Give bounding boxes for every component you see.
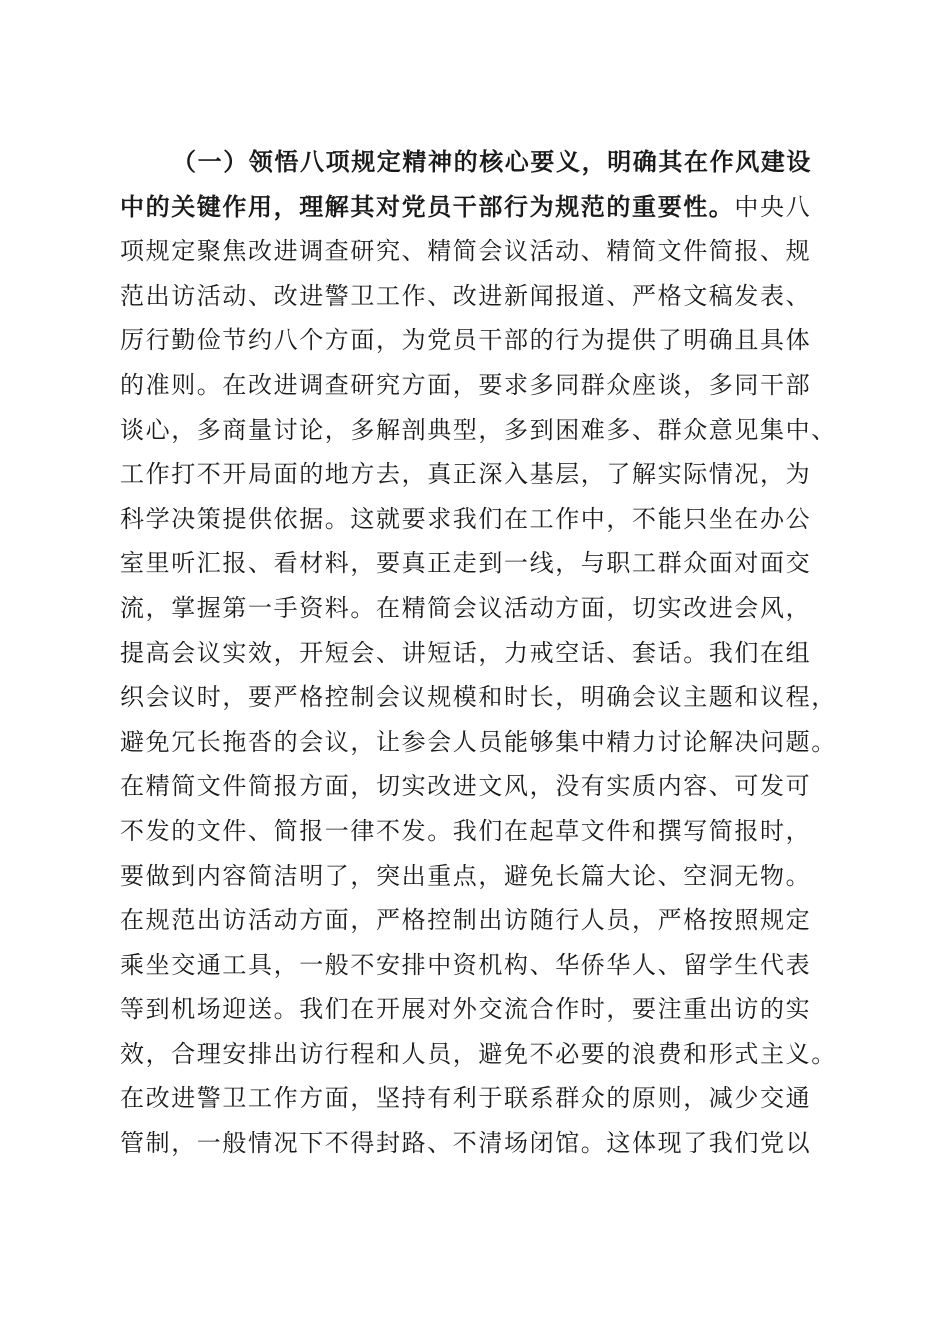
text-segment: 不发的文件、简报一律不发。我们在起草文件和撰写简报时， [120,816,812,845]
text-segment: 要做到内容简洁明了，突出重点，避免长篇大论、空洞无物。 [120,861,812,890]
text-line [120,1076,840,1121]
text-segment: 在改进警卫工作方面，坚持有利于联系群众的原则，减少交通 [120,1084,812,1113]
text-segment: 室里听汇报、看材料，要真正走到一线，与职工群众面对面交 [120,549,812,578]
text-segment: 科学决策提供依据。这就要求我们在工作中，不能只坐在办公 [120,504,812,533]
text-segment: 提高会议实效，开短会、讲短话，力戒空话、套话。我们在组 [120,638,812,667]
text-line [120,854,840,899]
text-line [120,274,840,319]
bold-text-segment: （一）领悟八项规定精神的核心要义，明确其在作风建设 [172,147,812,176]
bold-text-segment: 中的关键作用，理解其对党员干部行为规范的重要性。 [120,191,735,221]
text-line [120,452,840,497]
text-segment: 流，掌握第一手资料。在精简会议活动方面，切实改进会风， [120,593,812,622]
text-line [120,898,840,943]
text-line [120,1032,840,1077]
text-line [120,764,840,809]
text-segment: 厉行勤俭节约八个方面，为党员干部的行为提供了明确且具体 [120,326,812,355]
text-line [120,943,840,988]
text-segment: 项规定聚焦改进调查研究、精简会议活动、精简文件简报、规 [120,237,812,266]
text-segment: 中央八 [734,192,812,221]
text-segment: 等到机场迎送。我们在开展对外交流合作时，要注重出访的实 [120,995,812,1024]
body-paragraph [120,140,840,1166]
text-line [120,675,840,720]
text-line [120,586,840,631]
text-line [120,408,840,453]
text-line [120,987,840,1032]
text-segment: 范出访活动、改进警卫工作、改进新闻报道、严格文稿发表、 [120,281,812,310]
text-line [120,318,840,363]
text-segment: 避免冗长拖沓的会议，让参会人员能够集中精力讨论解决问题。 [120,727,837,756]
text-segment: 在规范出访活动方面，严格控制出访随行人员，严格按照规定 [120,906,812,935]
text-line [120,229,840,274]
text-segment: 管制，一般情况下不得封路、不清场闭馆。这体现了我们党以 [120,1129,812,1158]
text-segment: 效，合理安排出访行程和人员，避免不必要的浪费和形式主义。 [120,1039,837,1068]
text-segment: 织会议时，要严格控制会议规模和时长，明确会议主题和议程， [120,683,837,712]
text-line [120,1121,840,1166]
text-segment: 乘坐交通工具，一般不安排中资机构、华侨华人、留学生代表 [120,950,812,979]
text-segment: 在精简文件简报方面，切实改进文风，没有实质内容、可发可 [120,772,812,801]
text-line [120,497,840,542]
text-line [120,140,840,185]
text-segment: 的准则。在改进调查研究方面，要求多同群众座谈，多同干部 [120,370,812,399]
text-line [120,720,840,765]
text-line [120,185,840,230]
text-line [120,541,840,586]
text-line [120,363,840,408]
text-line [120,631,840,676]
text-segment: 谈心，多商量讨论，多解剖典型，多到困难多、群众意见集中、 [120,415,837,444]
text-line [120,809,840,854]
text-segment: 工作打不开局面的地方去，真正深入基层，了解实际情况，为 [120,460,812,489]
